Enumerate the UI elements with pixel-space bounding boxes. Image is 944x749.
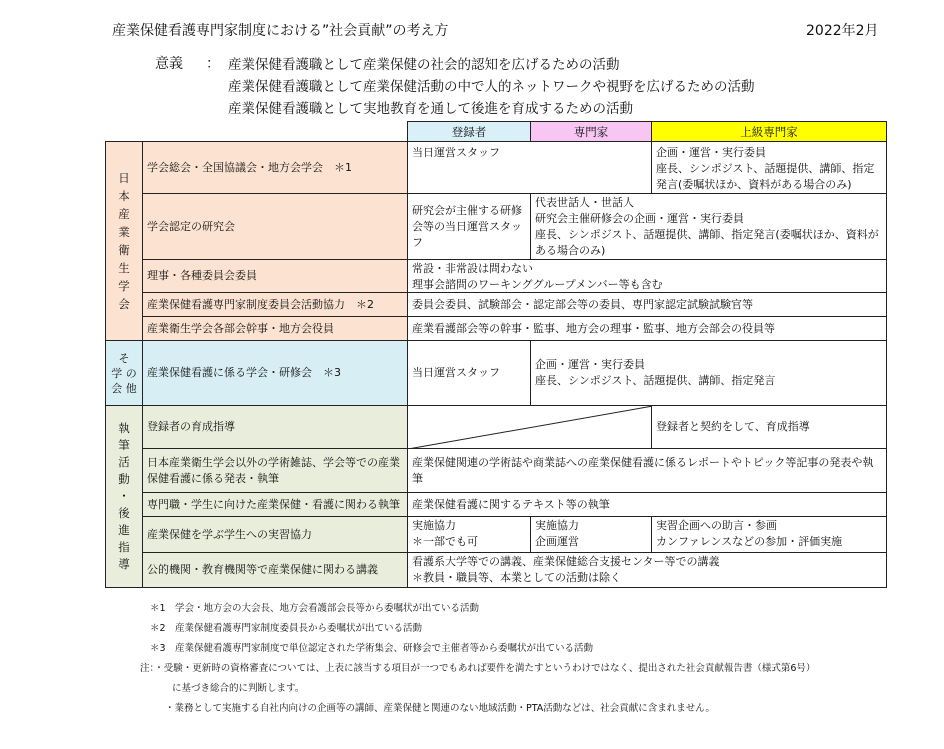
purpose-label: 意義 (155, 56, 183, 72)
row-label-external-publications: 日本産業衛生学会以外の学術雑誌、学会等での産業保健看護に係る発表・執筆 (142, 448, 408, 493)
header-registrant: 登録者 (407, 121, 531, 142)
row7-content-senior: 登録者と契約をして、育成指導 (651, 405, 887, 449)
row2-content-registrant: 研究会が主催する研修会等の当日運営スタッフ (407, 193, 531, 260)
row-label-public-lectures: 公的機関・教育機関等で産業保健に関わる講義 (142, 552, 408, 588)
page-title: 産業保健看護専門家制度における”社会貢献”の考え方 (112, 23, 449, 39)
note-screening-cont: に基づき総合的に判断します。 (172, 683, 305, 694)
footnote-1: ＊1 学会・地方会の大会長、地方会看護部会長等から委嘱状が出ている活動 (150, 603, 480, 614)
purpose-line-2: 産業保健看護職として産業保健活動の中で人的ネットワークや視野を広げるための活動 (228, 79, 755, 95)
category-jsoh: 日 本 産 業 衛 生 学 会 (105, 141, 143, 341)
row-label-academic-meetings: 学会総会・全国協議会・地方会学会 ＊1 (142, 141, 408, 194)
footnote-2: ＊2 産業保健看護専門家制度委員長から委嘱状が出ている活動 (150, 623, 423, 634)
row-label-board-committees: 理事・各種委員会委員 (142, 259, 408, 293)
row1-content-registrant (407, 141, 652, 194)
category-other: そ 学 の 会 他 (105, 340, 143, 406)
note-screening: 注：・受験・更新時の資格審査については、上表に該当する項目が一つでもあれば要件を満たすというわけではなく、提出された社会貢献報告書（様式第6号） (140, 663, 816, 674)
row-label-registrant-mentoring: 登録者の育成指導 (142, 405, 408, 449)
document-date: 2022年2月 (806, 23, 879, 39)
row-label-research-groups: 学会認定の研究会 (142, 193, 408, 260)
row7-diagonal-cell (407, 405, 652, 449)
row11-content: 看護系大学等での講義、産業保健総合支援センター等での講義 ＊教員・職員等、本業としての活動は除く (407, 552, 887, 588)
header-senior: 上級専門家 (651, 121, 887, 142)
row2-content-specialist: 代表世話人・世話人 研究会主催研修会の企画・運営・実行委員 座長、シンポジスト、話題提供、講師、指定発言(委嘱状ほか、資料がある場合のみ) (530, 193, 887, 260)
row3-content: 常設・非常設は問わない 理事会諮問のワーキンググループメンバー等も含む (407, 259, 887, 293)
header-specialist: 専門家 (530, 121, 652, 142)
row10-content-registrant: 実施協力 ＊一部でも可 (407, 516, 531, 553)
row10-content-senior: 実習企画への助言・参画 カンファレンスなどの参加・評価実施 (651, 516, 887, 553)
footnote-3: ＊3 産業保健看護専門家制度で単位認定された学術集会、研修会で主催者等から委嘱状が出ている活動 (150, 643, 594, 654)
row-label-nursing-societies: 産業保健看護に係る学会・研修会 ＊3 (142, 340, 408, 406)
row9-content: 産業保健看護に関するテキスト等の執筆 (407, 492, 887, 517)
note-exclusions: ・業務として実施する自社内向けの企画等の講師、産業保健と関連のない地域活動・PTA活動などは、社会貢献に含まれません。 (165, 703, 715, 714)
row10-content-specialist: 実施協力 企画運営 (530, 516, 652, 553)
purpose-colon: ： (206, 56, 220, 72)
row4-content: 委員会委員、試験部会・認定部会等の委員、専門家認定試験試験官等 (407, 292, 887, 317)
purpose-line-3: 産業保健看護職として実地教育を通して後進を育成するための活動 (228, 101, 633, 117)
row6-content-specialist: 企画・運営・実行委員 座長、シンポジスト、話題提供、講師、指定発言 (530, 340, 887, 406)
row-label-section-officers: 産業衛生学会各部会幹事・地方会役員 (142, 316, 408, 341)
diagonal-line (408, 406, 652, 449)
row1-content-senior: 企画・運営・実行委員 座長、シンポジスト、話題提供、講師、指定発言(委嘱状ほか、資料がある場合のみ) (651, 141, 887, 194)
row1-registrant-text: 当日運営スタッフ (412, 146, 500, 159)
row-label-system-committee: 産業保健看護専門家制度委員会活動協力 ＊2 (142, 292, 408, 317)
row6-content-registrant: 当日運営スタッフ (407, 340, 531, 406)
row-label-student-practicum: 産業保健を学ぶ学生への実習協力 (142, 516, 408, 553)
row8-content: 産業保健関連の学術誌や商業誌への産業保健看護に係るレポートやトピック等記事の発表や執筆 (407, 448, 887, 493)
row5-content: 産業看護部会等の幹事・監事、地方会の理事・監事、地方会部会の役員等 (407, 316, 887, 341)
row-label-textbook-writing: 専門職・学生に向けた産業保健・看護に関わる執筆 (142, 492, 408, 517)
purpose-line-1: 産業保健看護職として産業保健の社会的認知を広げるための活動 (228, 57, 620, 73)
category-writing: 執 筆 活 動 ・ 後 進 指 導 (105, 405, 143, 588)
